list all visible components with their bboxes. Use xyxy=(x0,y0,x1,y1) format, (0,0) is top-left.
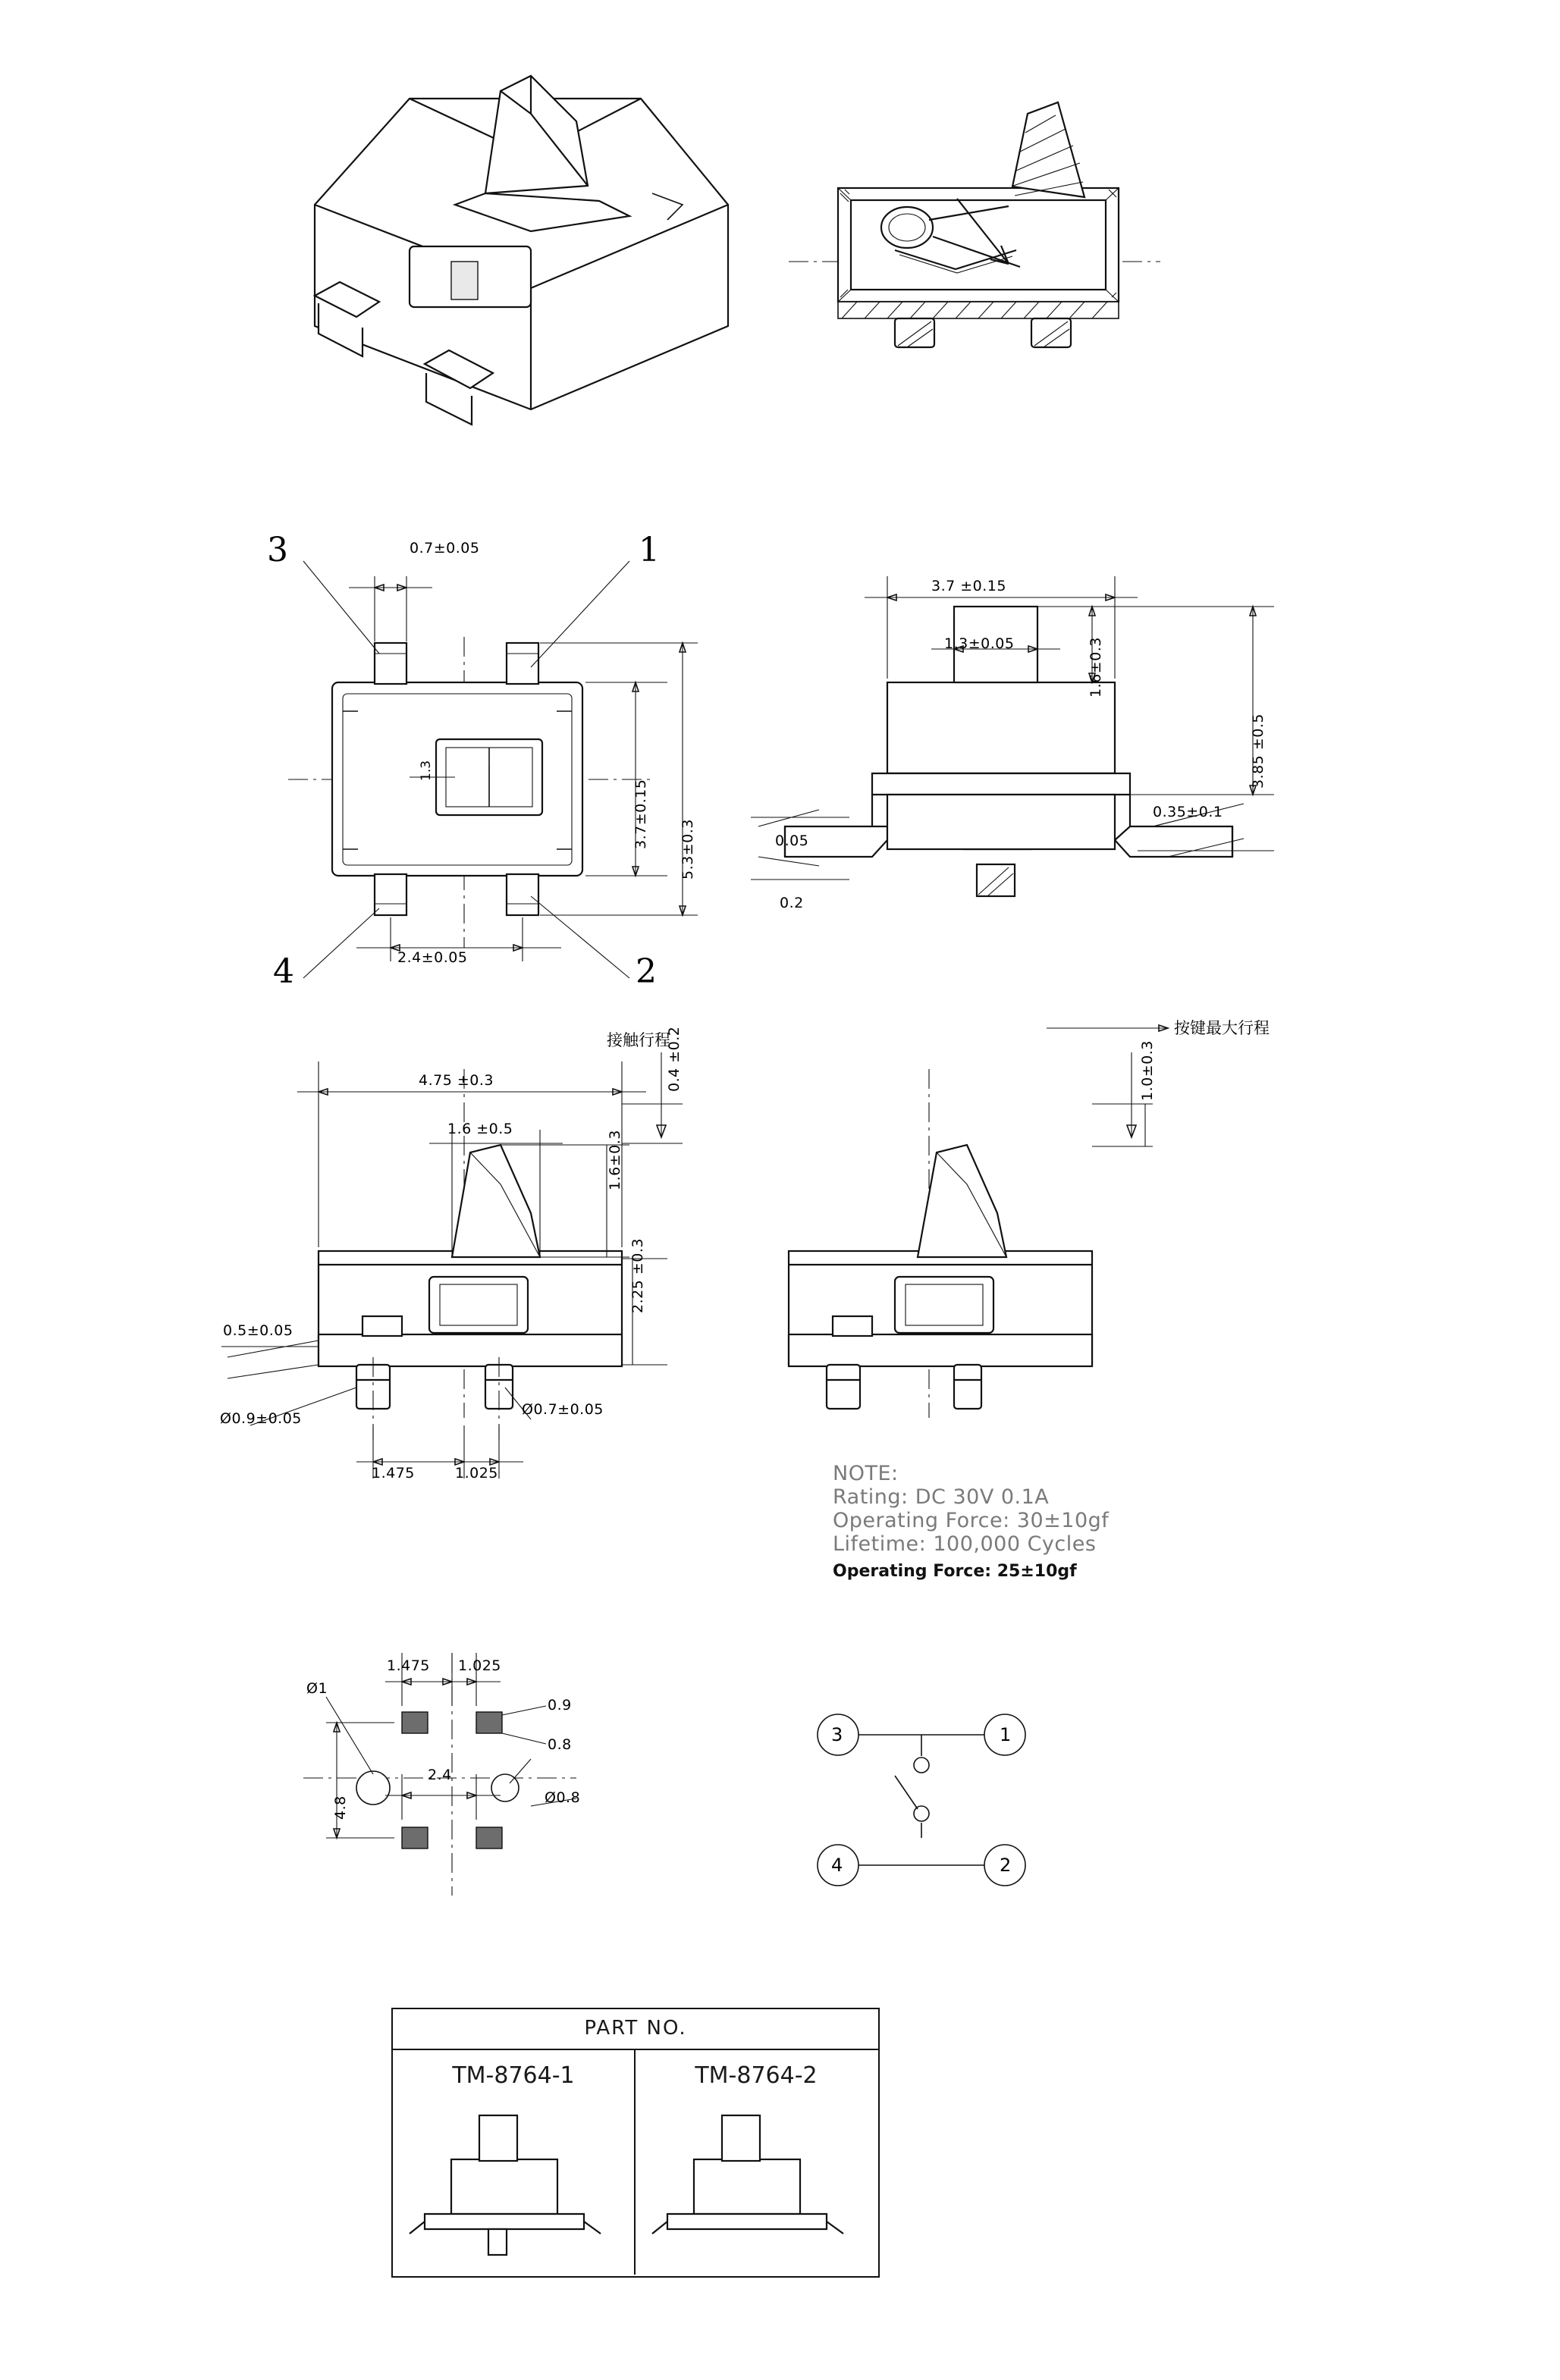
caption-max-travel: 按键最大行程 xyxy=(1174,1019,1270,1037)
dim-lever-height: 1.6±0.3 xyxy=(607,1130,623,1190)
dim-front-body-width: 3.7 ±0.15 xyxy=(931,578,1006,594)
dim-pin-d2: Ø0.7±0.05 xyxy=(522,1401,604,1418)
dim-pcb-pitch-a: 1.475 xyxy=(387,1657,430,1674)
dim-side-width: 4.75 ±0.3 xyxy=(419,1072,494,1089)
pin-label-3: 3 xyxy=(267,531,288,569)
dim-pad-w: 0.9 xyxy=(548,1697,572,1714)
dim-overall-height: 5.3±0.3 xyxy=(680,819,696,880)
note-heading: NOTE: xyxy=(833,1462,899,1485)
circuit-terminal-3: 3 xyxy=(831,1724,843,1745)
dim-travel: 0.4 ±0.2 xyxy=(666,1026,683,1092)
dim-hole-d2: Ø0.8 xyxy=(545,1789,581,1806)
caption-contact-travel: 接触行程 xyxy=(607,1031,670,1049)
dim-pad-h: 0.8 xyxy=(548,1736,572,1753)
pin-label-2: 2 xyxy=(636,952,657,991)
part-no-2: TM-8764-2 xyxy=(695,2062,818,2089)
note-lifetime: Lifetime: 100,000 Cycles xyxy=(833,1532,1097,1556)
dim-inner-width: 1.3 xyxy=(419,760,434,781)
circuit-terminal-1: 1 xyxy=(1000,1724,1012,1745)
circuit-terminal-2: 2 xyxy=(1000,1855,1012,1876)
circuit-terminal-4: 4 xyxy=(831,1855,843,1876)
dim-pin-pitch: 2.4±0.05 xyxy=(397,949,468,966)
note-rating: Rating: DC 30V 0.1A xyxy=(833,1485,1050,1509)
dim-base: 0.5±0.05 xyxy=(223,1322,293,1339)
dim-total-height: 3.85 ±0.5 xyxy=(1250,713,1267,789)
dim-pcb-pitch-x: 2.4 xyxy=(428,1767,452,1783)
dim-hole-d1: Ø1 xyxy=(306,1680,328,1697)
dim-body-height-side: 2.25 ±0.3 xyxy=(629,1238,646,1313)
note-stamp-operating-force: Operating Force: 25±10gf xyxy=(833,1562,1077,1581)
dim-pcb-pitch-b: 1.025 xyxy=(458,1657,501,1674)
dim-lever: 1.6 ±0.5 xyxy=(447,1121,513,1137)
dim-pcb-pitch-y: 4.8 xyxy=(332,1795,349,1820)
dim-pitch-b: 1.025 xyxy=(455,1465,498,1482)
dim-boss-width: 1.3±0.05 xyxy=(944,635,1015,652)
dim-body-height: 3.7±0.15 xyxy=(632,779,649,849)
part-no-1: TM-8764-1 xyxy=(452,2062,575,2089)
dim-pin-d1: Ø0.9±0.05 xyxy=(220,1410,302,1427)
pin-label-4: 4 xyxy=(273,952,294,991)
dim-pitch-a: 1.475 xyxy=(372,1465,415,1482)
pin-label-1: 1 xyxy=(639,531,660,569)
part-no-header: PART NO. xyxy=(584,2017,687,2040)
dim-pin-thickness: 0.35±0.1 xyxy=(1153,804,1223,820)
dim-lead-a: 0.05 xyxy=(775,833,809,849)
dim-lead-b: 0.2 xyxy=(780,895,804,911)
note-operating-force: Operating Force: 30±10gf xyxy=(833,1509,1110,1532)
dim-max-travel: 1.0±0.3 xyxy=(1139,1040,1156,1101)
dim-boss-height: 1.6±0.3 xyxy=(1088,637,1104,698)
dim-lever-width: 0.7±0.05 xyxy=(410,540,480,557)
